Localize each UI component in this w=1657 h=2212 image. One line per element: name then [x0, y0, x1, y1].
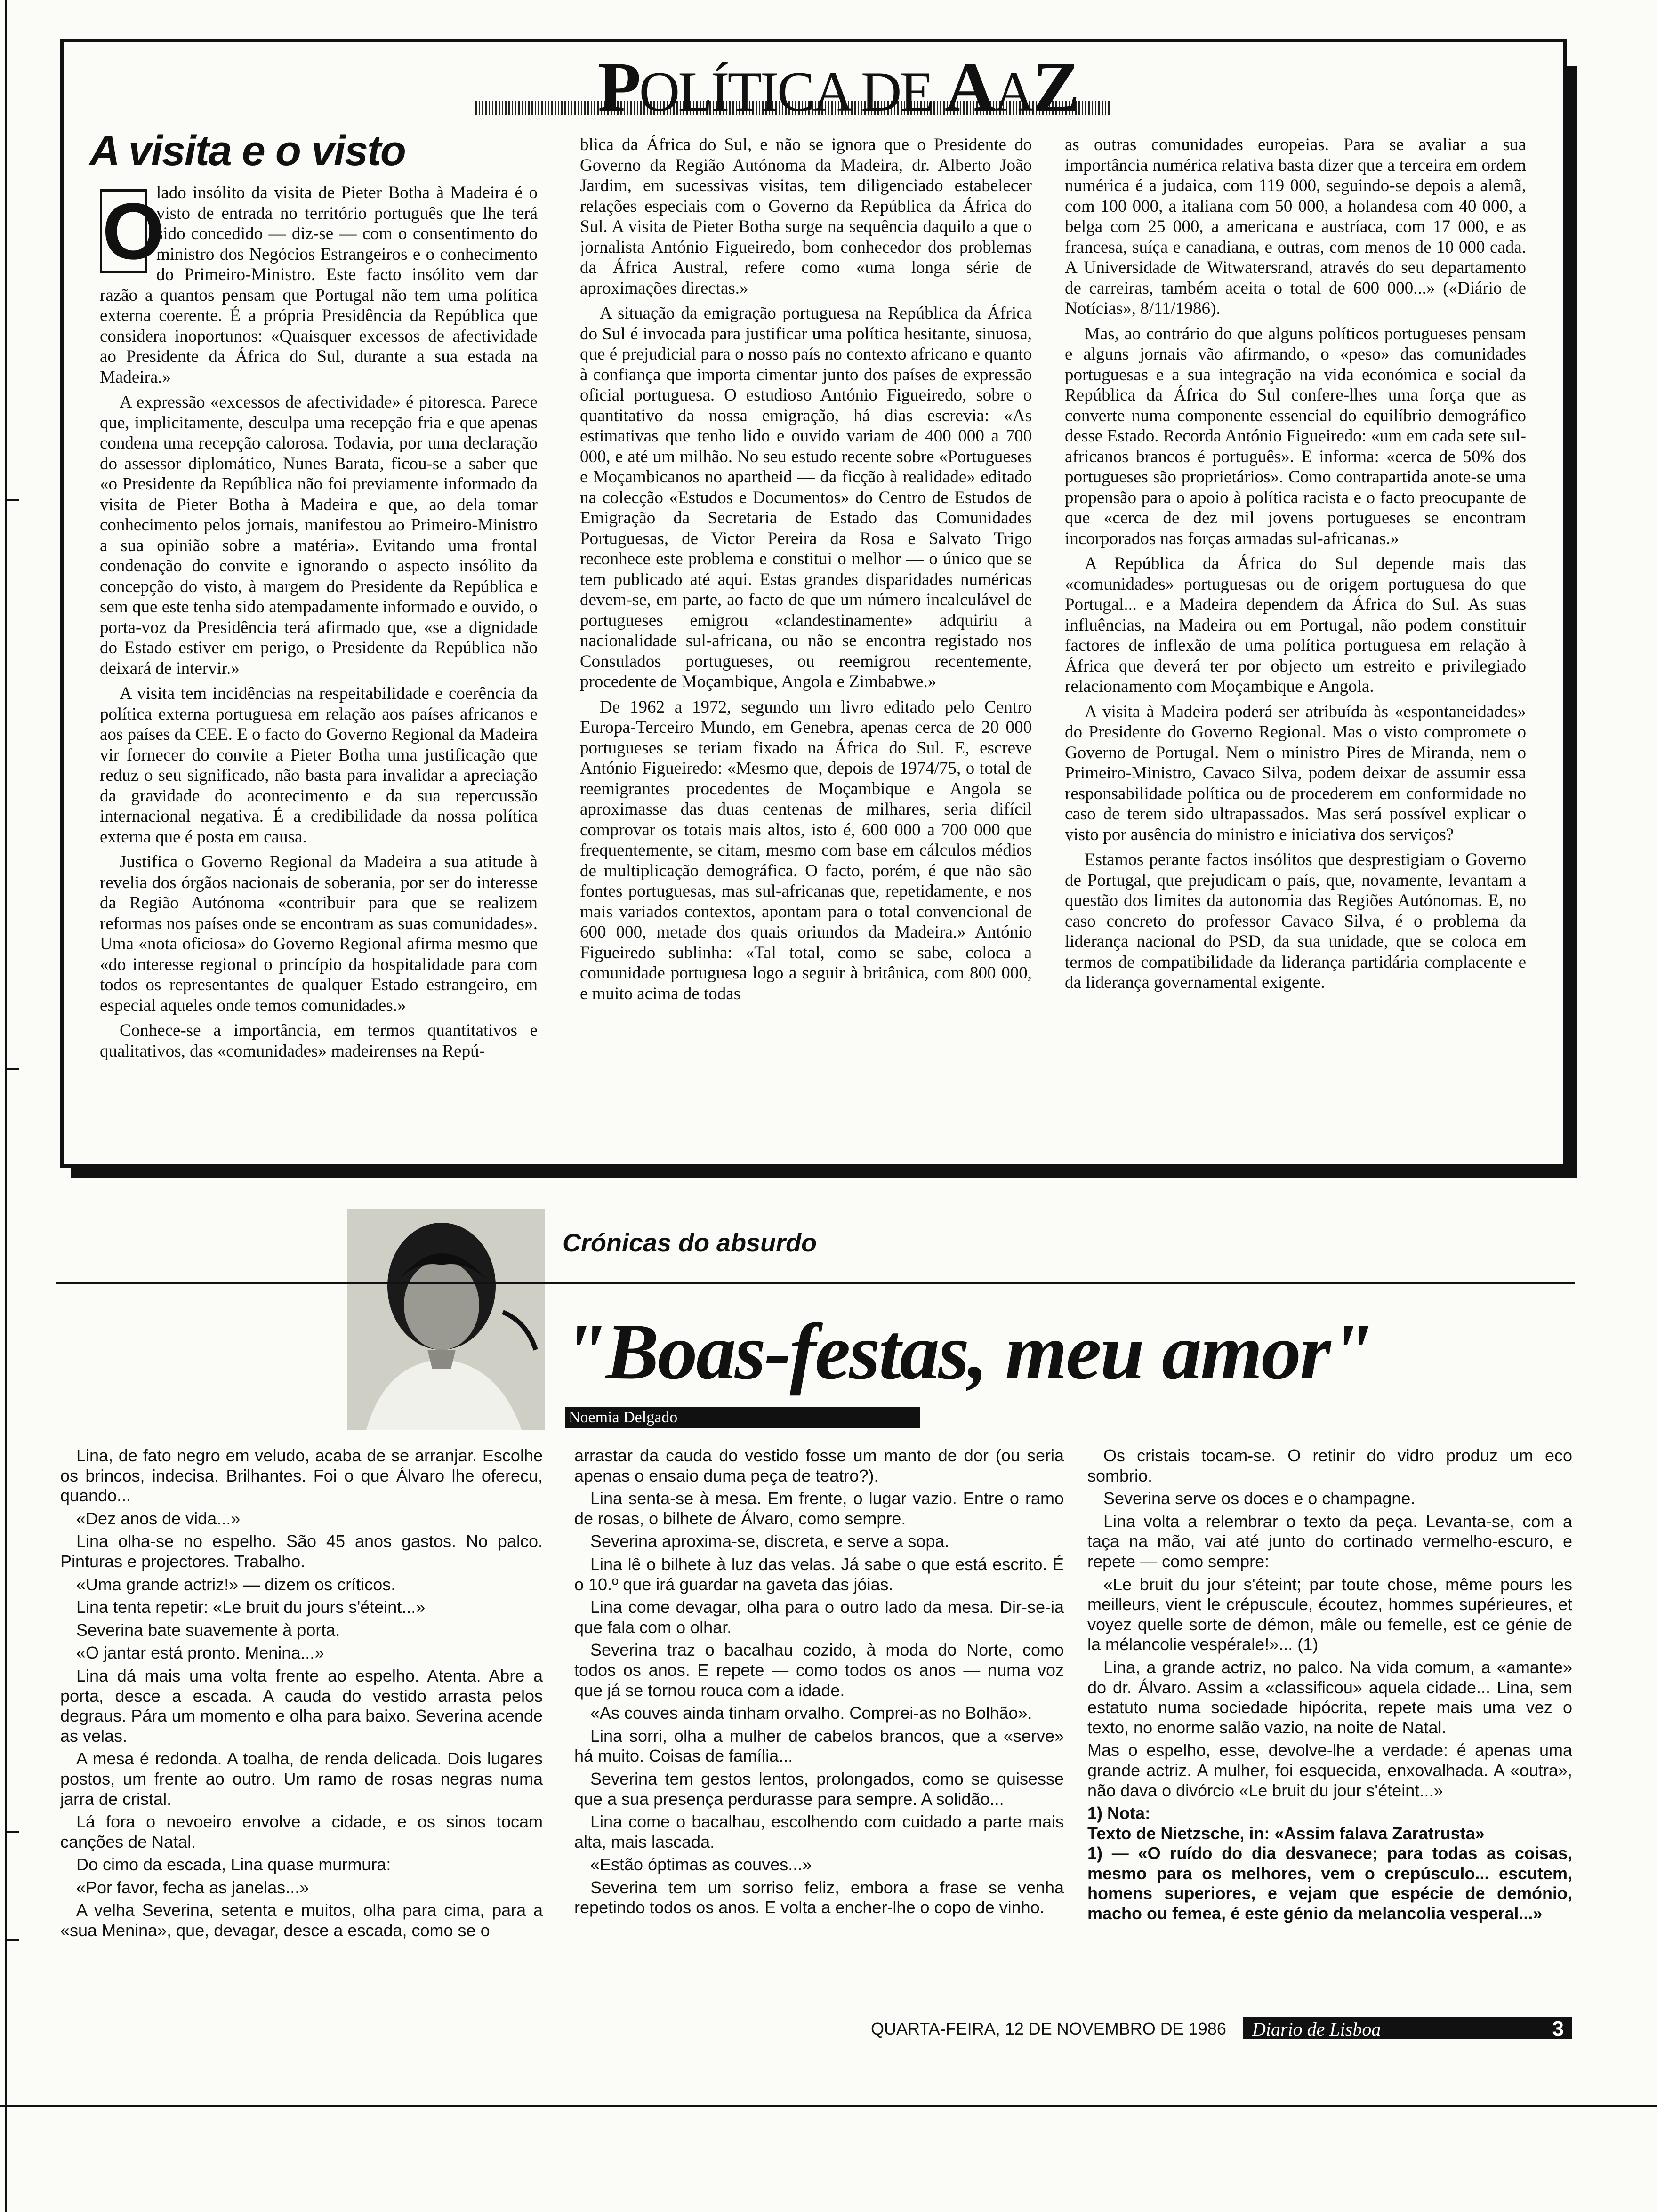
- paragraph: Severina aproxima-se, discreta, e serve a sopa.: [590, 1531, 949, 1551]
- left-margin-rule: [5, 0, 7, 2212]
- paragraph: Severina serve os doces e o champagne.: [1103, 1489, 1416, 1508]
- byline: Noemia Delgado: [565, 1407, 920, 1428]
- paragraph: Lina come devagar, olha para o outro lado da mesa. Dir-se-ia que fala com o olhar.: [574, 1597, 1064, 1637]
- box-shadow-bottom: [71, 1168, 1577, 1178]
- margin-tick: [7, 1068, 19, 1070]
- paragraph: «Por favor, fecha as janelas...»: [76, 1877, 309, 1897]
- story-column-1: [60, 1446, 543, 2011]
- paragraph: Severina bate suavemente à porta.: [76, 1620, 340, 1640]
- paragraph: Mas, ao contrário do que alguns políticos portugueses pensam e alguns jornais vão afirmando, o «peso» das comunidades portuguesas e a sua integração na vida económica e social da República da África do Sul confere-lhes uma força que as converte numa componente essencial do equilíbrio demográfico desse Estado. Recorda António Figueiredo: «um em cada sete sul-africanos brancos é português». E informa: «cerca de 50% dos portugueses são proprietários». Como contrapartida anote-se uma propensão para o apoio à política racista e o facto preocupante de que «cerca de dez mil jovens portugueses se encontram incorporados nas forças armadas sul-africanas.»: [1065, 324, 1526, 548]
- column-kicker: Crónicas do absurdo: [563, 1229, 817, 1257]
- author-photo: [347, 1209, 545, 1430]
- paragraph: Lina sorri, olha a mulher de cabelos brancos, que a «serve» há muito. Coisas de família...: [574, 1726, 1064, 1766]
- paragraph: «Uma grande actriz!» — dizem os críticos.: [76, 1574, 396, 1594]
- article-column-1: [100, 183, 538, 1159]
- paragraph: Lina, a grande actriz, no palco. Na vida comum, a «amante» do dr. Álvaro. Assim a «classificou» aquela cidade... Lina, sem estatuto numa sociedade hipócrita, repete mais uma vez o texto, no enorme salão vazio, na noite de Natal.: [1087, 1657, 1572, 1737]
- paragraph: Lina olha-se no espelho. São 45 anos gastos. No palco. Pinturas e projectores. Trabalho.: [60, 1531, 543, 1571]
- paragraph: Severina tem gestos lentos, prolongados, como se quisesse que a sua presença perdurasse para sempre. A solidão...: [574, 1769, 1064, 1809]
- note-text: 1) — «O ruído do dia desvanece; para todas as coisas, mesmo para os melhores, vem o crepúsculo... escutem, homens superiores, e vejam que espécie de demónio, macho ou femea, é este génio da melancolia vesperal...»: [1087, 1843, 1572, 1923]
- article-headline: "Boas-festas, meu amor": [563, 1307, 1373, 1396]
- story-column-3: [1087, 1446, 1572, 2011]
- paragraph: «As couves ainda tinham orvalho. Comprei-as no Bolhão».: [590, 1703, 1032, 1723]
- article-column-3: [1065, 135, 1526, 1158]
- paragraph: arrastar da cauda do vestido fosse um manto de dor (ou seria apenas o ensaio duma peça de teatro?).: [574, 1446, 1064, 1485]
- article-headline: A visita e o visto: [89, 128, 405, 175]
- paragraph: Lá fora o nevoeiro envolve a cidade, e os sinos tocam canções de Natal.: [60, 1812, 543, 1851]
- paragraph: «O jantar está pronto. Menina...»: [76, 1643, 324, 1663]
- paragraph: A expressão «excessos de afectividade» é pitoresca. Parece que, implicitamente, desculpa uma recepção fria e que apenas condena uma recepção calorosa. Todavia, por uma declaração do assessor diplomático, Nunes Barata, ficou-se a saber que «o Presidente da República não foi previamente informado da visita de Pieter Botha à Madeira e que, ao dela tomar conhecimento pelos jornais, manifestou ao Primeiro-Ministro a sua opinião sobre a matéria». Evitando uma frontal condenação do convite e ignorando o aspecto insólito da concepção do visto, à margem do Presidente da República e sem que este tenha sido atempadamente informado e ouvido, o porta-voz da Presidência terá afirmado que, «se a dignidade do Estado estiver em perigo, o Presidente da República não deixará de intervir.»: [100, 393, 538, 678]
- page-number: 3: [1552, 2017, 1564, 2040]
- footer-masthead: [1243, 2017, 1572, 2039]
- paragraph: De 1962 a 1972, segundo um livro editado pelo Centro Europa-Terceiro Mundo, em Genebra, apenas cerca de 20 000 portugueses se teriam fixado na África do Sul. E, escreve António Figueiredo: «Mesmo que, depois de 1974/75, o total de reemigrantes procedentes de Moçambique e Angola se aproximasse das duas centenas de milhares, seria difícil comprovar os totais mais altos, isto é, 600 000 a 700 000 que frequentemente, se citam, mesmo com base em cálculos médios de multiplicação demográfica. O facto, porém, é que não são fontes portuguesas, mas sul-africanas que, repetidamente, e nos mais variados contextos, apontam para o total convencional de 600 000, metade dos quais oriundos da Madeira.» António Figueiredo sublinha: «Tal total, como se sabe, coloca a comunidade portuguesa logo a seguir à britânica, com 800 000, e muito acima de todas: [580, 697, 1032, 1003]
- paragraph: Os cristais tocam-se. O retinir do vidro produz um eco sombrio.: [1087, 1446, 1572, 1485]
- paragraph: A mesa é redonda. A toalha, de renda delicada. Dois lugares postos, um frente ao outro. Um ramo de rosas negras numa jarra de cristal.: [60, 1749, 543, 1809]
- bottom-rule: [0, 2105, 1657, 2107]
- article-column-2: [580, 135, 1032, 1158]
- section-title: POLÍTICA DE AAZ: [598, 48, 1078, 126]
- newspaper-name: Diario de Lisboa: [1252, 2019, 1381, 2040]
- footer-date: QUARTA-FEIRA, 12 DE NOVEMBRO DE 1986: [871, 2019, 1226, 2038]
- paragraph: Conhece-se a importância, em termos quantitativos e qualitativos, das «comunidades» madeirenses na Repú-: [100, 1021, 538, 1061]
- paragraph: Severina tem um sorriso feliz, embora a frase se venha repetindo todos os anos. E volta a encher-lhe o copo de vinho.: [574, 1877, 1064, 1917]
- paragraph: Lina lê o bilhete à luz das velas. Já sabe o que está escrito. É o 10.º que irá guardar na gaveta das jóias.: [574, 1554, 1064, 1594]
- story-column-2: [574, 1446, 1064, 2011]
- paragraph: Estamos perante factos insólitos que desprestigiam o Governo de Portugal, que prejudicam o país, que, novamente, levantam a questão dos limites da autonomia das Regiões Autónomas. E, no caso concreto do professor Cavaco Silva, é o problema da liderança nacional do PSD, da sua unidade, que se coloca em termos de compatibilidade da liderança partidária complacente e da liderança governamental exigente.: [1065, 850, 1526, 992]
- paragraph: «Le bruit du jour s'éteint; par toute chose, même pours les meilleurs, vient le crépuscule, écoutez, hommes supérieures, et voyez quelle sorte de démon, mâle ou femelle, est ce génie de la mélancolie vespérale!»... (1): [1087, 1574, 1572, 1654]
- paragraph: A visita tem incidências na respeitabilidade e coerência da política externa portuguesa em relação aos países africanos e aos países da CEE. E o facto do Governo Regional da Madeira vir fornecer do convite a Pieter Botha uma justificação que reduz o seu significado, não basta para invalidar a apreciação da gravidade do acontecimento e da sua repercussão internacional negativa. É a credibilidade da nossa política externa que é posta em causa.: [100, 684, 538, 847]
- paragraph: Mas o espelho, esse, devolve-lhe a verdade: é apenas uma grande actriz. A mulher, foi esquecida, enxovalhada. A «outra», não dava o divórcio «Le bruit du jour s'éteint...»: [1087, 1740, 1572, 1800]
- paragraph: «Dez anos de vida...»: [76, 1508, 241, 1528]
- drop-cap: O: [100, 189, 147, 273]
- margin-tick: [7, 499, 19, 501]
- note-title: 1) Nota:: [1087, 1803, 1150, 1823]
- margin-tick: [7, 1831, 19, 1833]
- margin-tick: [7, 1939, 19, 1941]
- box-shadow-right: [1567, 66, 1577, 1177]
- paragraph: «Estão óptimas as couves...»: [590, 1855, 812, 1875]
- paragraph: Lina dá mais uma volta frente ao espelho. Atenta. Abre a porta, desce a escada. A cauda do vestido arrasta pelos degraus. Pára um momento e olha para baixo. Severina acende as velas.: [60, 1666, 543, 1746]
- paragraph: as outras comunidades europeias. Para se avaliar a sua importância numérica relativa basta dizer que a terceira em ordem numérica é a judaica, com 119 000, seguindo-se depois a alemã, com 100 000, a italiana com 50 000, a holandesa com 40 000, a belga com 25 000, a americana e austríaca, com 17 000, e as francesa, suíça e canadiana, e outras, com menos de 10 000 cada. A Universidade de Witwatersrand, através do seu departamento de carreiras, também aceita o total de 600 000...» («Diário de Notícias», 8/11/1986).: [1065, 135, 1526, 318]
- paragraph: A visita à Madeira poderá ser atribuída às «espontaneidades» do Presidente do Governo Regional. Mas o visto compromete o Governo de Portugal. Nem o ministro Pires de Miranda, nem o Primeiro-Ministro, Cavaco Silva, podem deixar de assumir essa responsabilidade política ou de procederem em conformidade no caso de terem sido ultrapassados. Mas será possível explicar o visto por ausência do ministro e iniciativa dos serviços?: [1065, 702, 1526, 844]
- paragraph: lado insólito da visita de Pieter Botha à Madeira é o visto de entrada no território português que lhe terá sido concedido — diz-se — com o consentimento do ministro dos Negócios Estrangeiros e o conhecimento do Primeiro-Ministro. Este facto insólito vem dar razão a quantos pensam que Portugal não tem uma política externa coerente. É a própria Presidência da República que considera inoportunos: «Quaisquer excessos de afectividade ao Presidente da África do Sul, durante a sua estada na Madeira.»: [100, 183, 538, 387]
- paragraph: Lina senta-se à mesa. Em frente, o lugar vazio. Entre o ramo de rosas, o bilhete de Álvaro, como sempre.: [574, 1489, 1064, 1528]
- paragraph: A República da África do Sul depende mais das «comunidades» portuguesas ou de origem portuguesa do que Portugal... e a Madeira dependem da África do Sul. As suas influências, na Madeira ou em Portugal, não podem constituir factores de inflexão de uma política portuguesa em relação à África que deverá ter por objecto um estreito e privilegiado relacionamento com Moçambique e Angola.: [1065, 554, 1526, 696]
- paragraph: Lina tenta repetir: «Le bruit du jours s'éteint...»: [76, 1597, 426, 1617]
- section-divider: [56, 1282, 1575, 1284]
- paragraph: A velha Severina, setenta e muitos, olha para cima, para a «sua Menina», que, devagar, desce a escada, como se o: [60, 1900, 543, 1940]
- paragraph: A situação da emigração portuguesa na República da África do Sul é invocada para justificar uma política hesitante, sinuosa, que é prejudicial para o nosso país no contexto africano e quanto à confiança que importa cimentar junto dos países de expressão oficial portuguesa. O estudioso António Figueiredo, sobre o quantitativo da nossa emigração, há dias escrevia: «As estimativas que tenho lido e ouvido variam de 400 000 a 700 000, e até um milhão. No seu estudo recente sobre «Portugueses e Moçambicanos no apartheid — da ficção à realidade» editado na colecção «Estudos e Documentos» do Centro de Estudos de Emigração da Secretaria de Estado das Comunidades Portuguesas, de Victor Pereira da Rosa e Salvato Trigo reconhece este problema e constitui o melhor — o único que se tem publicado até aqui. Estas grandes disparidades numéricas devem-se, em parte, ao facto de que um número incalculável de portugueses emigrou «clandestinamente» adquiriu a nacionalidade sul-africana, ou não se encontra registado nos Consulados portugueses, ou reemigrou recentemente, procedente de Moçambique, Angola e Zimbabwe.»: [580, 304, 1032, 691]
- paragraph: Do cimo da escada, Lina quase murmura:: [76, 1855, 391, 1875]
- paragraph: blica da África do Sul, e não se ignora que o Presidente do Governo da Região Autónoma da Madeira, dr. Alberto João Jardim, em sucessivas visitas, tem diligenciado estabelecer relações especiais com o Governo da República da África do Sul. A visita de Pieter Botha surge na sequência daquilo a que o jornalista António Figueiredo, bom conhecedor dos problemas da África Austral, refere como «uma longa série de aproximações directas.»: [580, 135, 1032, 298]
- paragraph: Severina traz o bacalhau cozido, à moda do Norte, como todos os anos. E repete — como todos os anos — numa voz que já se tornou rouca com a idade.: [574, 1640, 1064, 1700]
- note-source: Texto de Nietzsche, in: «Assim falava Zaratrusta»: [1087, 1823, 1485, 1843]
- paragraph: Lina volta a relembrar o texto da peça. Levanta-se, com a taça na mão, vai até junto do cortinado vermelho-escuro, e repete — como sempre:: [1087, 1511, 1572, 1571]
- paragraph: Lina come o bacalhau, escolhendo com cuidado a parte mais alta, mais lascada.: [574, 1812, 1064, 1851]
- paragraph: Lina, de fato negro em veludo, acaba de se arranjar. Escolhe os brincos, indecisa. Brilhantes. Foi o que Álvaro lhe oferecu, quando...: [60, 1446, 543, 1506]
- paragraph: Justifica o Governo Regional da Madeira a sua atitude à revelia dos órgãos nacionais de soberania, por ser do interesse da Região Autónoma «contribuir para que se realizem reformas nos países onde se encontram as suas comunidades». Uma «nota oficiosa» do Governo Regional afirma mesmo que «do interesse regional o princípio da hospitalidade para com todos os representantes de qualquer Estado estrangeiro, em especial aqueles onde temos comunidades.»: [100, 852, 538, 1015]
